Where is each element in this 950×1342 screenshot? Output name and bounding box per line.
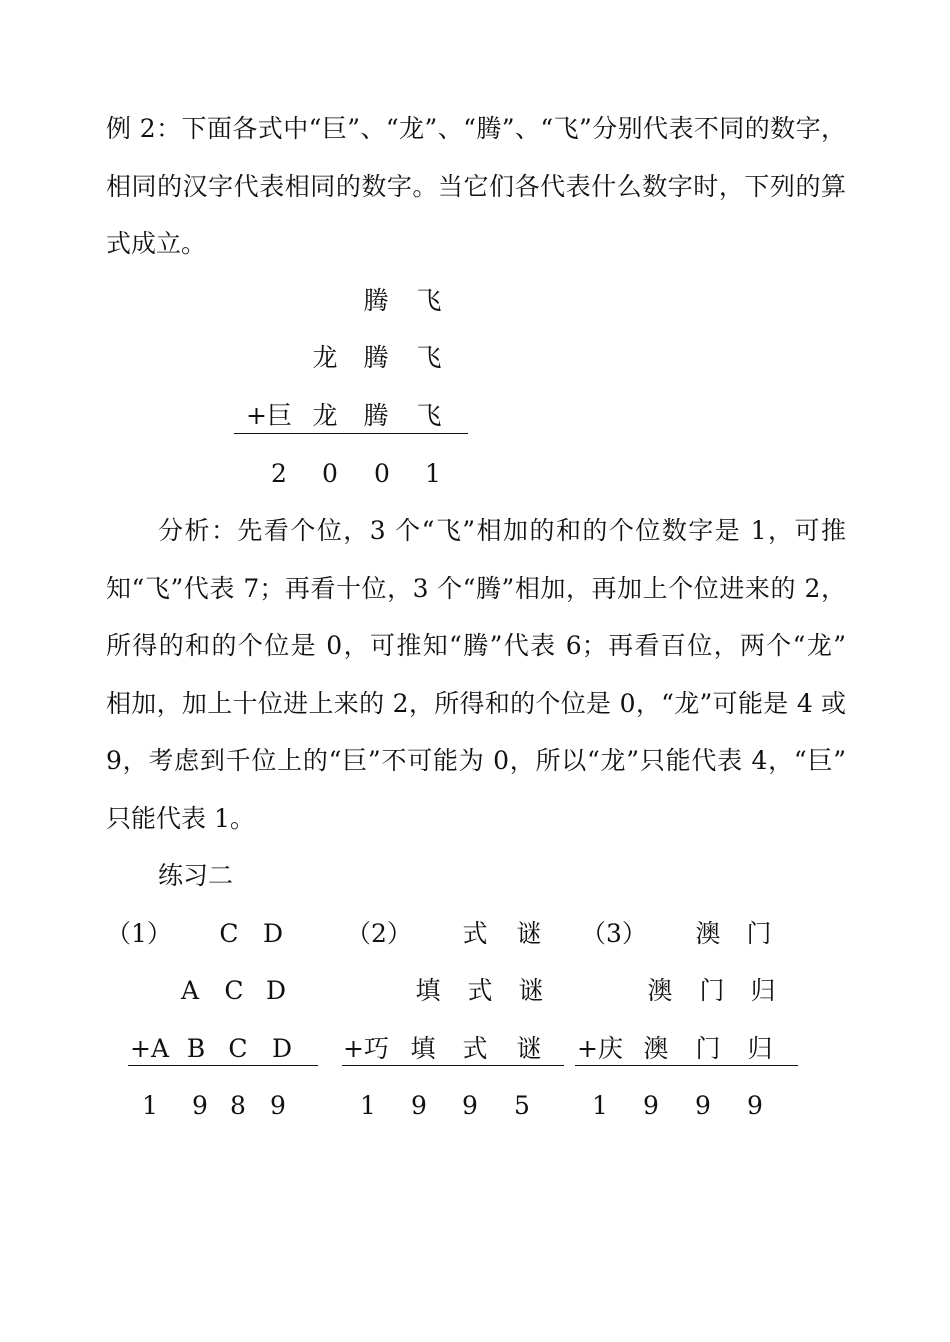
problem-1-sum-thousands: 1 xyxy=(142,1091,158,1120)
problem-1-row1-tens: C xyxy=(219,919,239,948)
example-text-line-1: 例 2：下面各式中“巨”、“龙”、“腾”、“飞”分别代表不同的数字， xyxy=(106,114,846,143)
problem-2-row2-ones: 谜 xyxy=(518,976,544,1005)
problem-1-row3-thousands: +A xyxy=(130,1034,170,1063)
problem-2-row2-hundreds: 填 xyxy=(415,976,441,1005)
puzzle-row3-hundreds: 龙 xyxy=(312,401,338,430)
problem-2-row1-ones: 谜 xyxy=(516,919,542,948)
analysis-line-4: 相加，加上十位进上来的 2，所得和的个位是 0，“龙”可能是 4 或 xyxy=(106,689,846,718)
problem-1-sum-tens: 8 xyxy=(230,1091,246,1120)
problem-3-row3-ones: 归 xyxy=(747,1034,773,1063)
example-text-line-3: 式成立。 xyxy=(106,229,207,258)
problem-2-sum-rule xyxy=(342,1065,564,1066)
problem-3-row1-tens: 澳 xyxy=(695,919,721,948)
problem-1-sum-hundreds: 9 xyxy=(192,1091,208,1120)
problem-1-sum-ones: 9 xyxy=(270,1091,286,1120)
problem-2-sum-tens: 9 xyxy=(462,1091,478,1120)
problem-3-row3-tens: 门 xyxy=(695,1034,721,1063)
problem-3-sum-rule xyxy=(575,1065,798,1066)
analysis-line-3: 所得的和的个位是 0，可推知“腾”代表 6；再看百位，两个“龙” xyxy=(106,631,846,660)
problem-3-row2-ones: 归 xyxy=(750,976,776,1005)
puzzle-row1-tens: 腾 xyxy=(363,286,389,315)
problem-2-sum-thousands: 1 xyxy=(360,1091,376,1120)
analysis-line-2: 知“飞”代表 7；再看十位，3 个“腾”相加，再加上个位进来的 2， xyxy=(106,574,846,603)
puzzle-sum-hundreds: 0 xyxy=(322,459,338,488)
problem-2-label: （2） xyxy=(346,919,412,948)
problem-3-sum-tens: 9 xyxy=(695,1091,711,1120)
problem-3-row3-thousands: +庆 xyxy=(577,1034,623,1063)
problem-1-row2-ones: D xyxy=(265,976,287,1005)
puzzle-row3-tens: 腾 xyxy=(363,401,389,430)
puzzle-row2-tens: 腾 xyxy=(363,343,389,372)
problem-3-row3-hundreds: 澳 xyxy=(643,1034,669,1063)
problem-3-sum-thousands: 1 xyxy=(592,1091,608,1120)
problem-2-row3-thousands: +巧 xyxy=(343,1034,389,1063)
analysis-line-1: 分析：先看个位，3 个“飞”相加的和的个位数字是 1，可推 xyxy=(158,516,846,545)
problem-3-row2-hundreds: 澳 xyxy=(647,976,673,1005)
problem-1-row3-hundreds: B xyxy=(186,1034,206,1063)
puzzle-row1-ones: 飞 xyxy=(416,286,442,315)
problem-2-sum-ones: 5 xyxy=(514,1091,530,1120)
problem-1-row1-ones: D xyxy=(262,919,284,948)
problem-1-row2-tens: C xyxy=(224,976,244,1005)
problem-1-label: （1） xyxy=(106,919,172,948)
problem-3-row1-ones: 门 xyxy=(746,919,772,948)
problem-1-row2-hundreds: A xyxy=(180,976,200,1005)
analysis-line-6: 只能代表 1。 xyxy=(106,804,255,833)
problem-1-sum-rule xyxy=(128,1065,318,1066)
puzzle-row3-thousands: +巨 xyxy=(246,401,292,430)
problem-3-label: （3） xyxy=(581,919,647,948)
puzzle-sum-rule xyxy=(234,433,468,434)
problem-1-row3-tens: C xyxy=(228,1034,248,1063)
puzzle-row2-ones: 飞 xyxy=(416,343,442,372)
problem-2-row1-tens: 式 xyxy=(462,919,488,948)
example-text-line-2: 相同的汉字代表相同的数字。当它们各代表什么数字时，下列的算 xyxy=(106,172,846,201)
puzzle-row3-ones: 飞 xyxy=(416,401,442,430)
problem-2-sum-hundreds: 9 xyxy=(411,1091,427,1120)
puzzle-sum-tens: 0 xyxy=(374,459,390,488)
analysis-line-5: 9，考虑到千位上的“巨”不可能为 0，所以“龙”只能代表 4，“巨” xyxy=(106,746,846,775)
problem-3-sum-hundreds: 9 xyxy=(643,1091,659,1120)
problem-2-row3-tens: 式 xyxy=(462,1034,488,1063)
puzzle-sum-ones: 1 xyxy=(425,459,441,488)
problem-2-row3-ones: 谜 xyxy=(516,1034,542,1063)
problem-3-sum-ones: 9 xyxy=(747,1091,763,1120)
puzzle-row2-hundreds: 龙 xyxy=(312,343,338,372)
puzzle-sum-thousands: 2 xyxy=(271,459,287,488)
problem-1-row3-ones: D xyxy=(271,1034,293,1063)
problem-2-row2-tens: 式 xyxy=(467,976,493,1005)
problem-2-row3-hundreds: 填 xyxy=(410,1034,436,1063)
problem-3-row2-tens: 门 xyxy=(699,976,725,1005)
practice-title: 练习二 xyxy=(158,861,234,890)
